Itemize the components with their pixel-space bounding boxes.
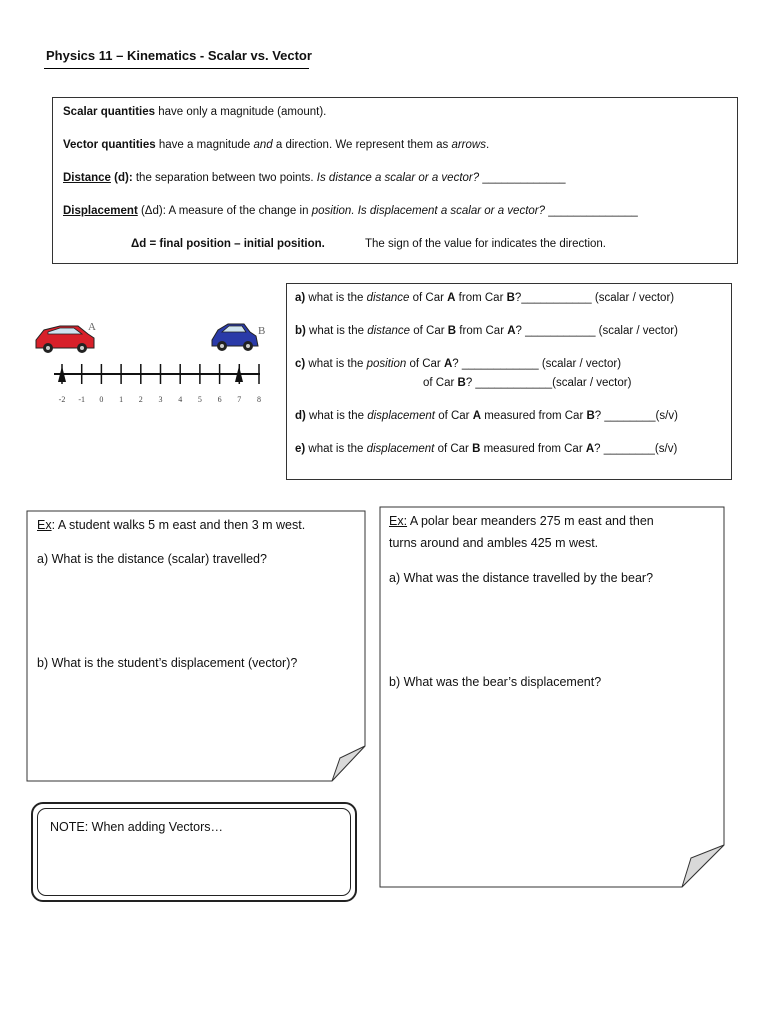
number-line-figure xyxy=(30,310,270,410)
distance-definition xyxy=(63,172,565,184)
vector-term: Vector quantities xyxy=(63,139,156,151)
question-e-t3: measured from Car xyxy=(480,443,586,455)
distance-text: the separation between two points. xyxy=(132,172,317,184)
question-c2-c1: B xyxy=(457,377,466,389)
question-d-t1: what is the xyxy=(305,410,368,422)
distance-question: Is distance a scalar or a vector? xyxy=(316,172,480,184)
vector-text-2: a direction. We represent them as xyxy=(272,139,452,151)
question-d xyxy=(295,410,678,422)
question-b-t2: of Car xyxy=(410,325,448,337)
question-d-t2: of Car xyxy=(435,410,473,422)
axis-tick-labels xyxy=(59,395,261,404)
example2-question-a: a) What was the distance travelled by the bear? xyxy=(389,571,654,585)
distance-blank: _____________ xyxy=(479,172,566,184)
vector-and: and xyxy=(253,139,273,151)
displacement-question: Is displacement a scalar or a vector? xyxy=(354,205,546,217)
vector-end: . xyxy=(485,139,490,151)
axis-tick-label: 7 xyxy=(237,395,242,404)
question-b-t4: ? ___________ (scalar / vector) xyxy=(515,325,678,337)
example2-card xyxy=(379,506,725,888)
displacement-position: position. xyxy=(311,205,355,217)
car-a-label: A xyxy=(88,321,96,333)
question-c2-t2: ? ____________(scalar / vector) xyxy=(465,377,632,389)
question-e-t2: of Car xyxy=(434,443,473,455)
formula-note: The sign of the value for indicates the direction. xyxy=(365,238,607,250)
example2-problem-line1 xyxy=(389,514,654,528)
question-b-c2: A xyxy=(507,325,516,337)
question-b-t1: what is the xyxy=(305,325,368,337)
question-c xyxy=(295,358,621,370)
question-d-letter: d) xyxy=(295,410,306,422)
question-c-part2 xyxy=(423,377,631,389)
formula: Δd = final position – initial position. xyxy=(131,238,325,250)
question-c-t2: of Car xyxy=(406,358,444,370)
axis-tick-label: 2 xyxy=(138,395,143,404)
axis-tick-label: 6 xyxy=(217,395,222,404)
axis-tick-label: 4 xyxy=(178,395,183,404)
scalar-term: Scalar quantities xyxy=(63,106,156,118)
displacement-term: Displacement xyxy=(63,205,138,217)
question-b-c1: B xyxy=(447,325,457,337)
question-a-em: distance xyxy=(366,292,410,304)
page-title: Physics 11 – Kinematics - Scalar vs. Vector xyxy=(46,48,312,63)
car-a-icon xyxy=(36,326,94,353)
example1-ex: Ex xyxy=(37,518,52,532)
axis-tick-label: 1 xyxy=(119,395,124,404)
question-d-t3: measured from Car xyxy=(481,410,587,422)
displacement-definition xyxy=(63,205,638,217)
question-c-c1: A xyxy=(443,358,453,370)
distance-term: Distance xyxy=(63,172,111,184)
question-a-t3: from Car xyxy=(455,292,507,304)
question-a-t2: of Car xyxy=(409,292,448,304)
question-e-c1: B xyxy=(472,443,481,455)
axis-tick-label: 3 xyxy=(158,395,163,404)
example2-question-b: b) What was the bear’s displacement? xyxy=(389,675,602,689)
scalar-definition xyxy=(63,106,326,118)
definitions-box xyxy=(52,97,738,264)
question-e xyxy=(295,443,677,455)
vector-arrows: arrows xyxy=(451,139,486,151)
question-e-t4: ? ________(s/v) xyxy=(594,443,678,455)
question-e-t1: what is the xyxy=(305,443,367,455)
question-d-em: displacement xyxy=(367,410,435,422)
axis-tick-label: -1 xyxy=(78,395,86,404)
questions-box xyxy=(286,283,732,480)
vector-text-1: have a magnitude xyxy=(155,139,254,151)
question-a-t4: ?___________ (scalar / vector) xyxy=(514,292,675,304)
example1-question-a: a) What is the distance (scalar) travelled? xyxy=(37,552,267,566)
axis-tick-label: 5 xyxy=(197,395,202,404)
question-a xyxy=(295,292,674,304)
question-d-t4: ? ________(s/v) xyxy=(594,410,678,422)
example2-line1: A polar bear meanders 275 m east and then xyxy=(407,514,654,528)
example1-line1: : A student walks 5 m east and then 3 m west. xyxy=(51,518,306,532)
question-b-t3: from Car xyxy=(456,325,508,337)
question-b-em: distance xyxy=(367,325,411,337)
question-a-c2: B xyxy=(506,292,515,304)
question-b xyxy=(295,325,678,337)
question-c-t1: what is the xyxy=(305,358,367,370)
question-a-c1: A xyxy=(447,292,456,304)
example2-problem-line2: turns around and ambles 425 m west. xyxy=(389,536,599,550)
example1-question-b: b) What is the student’s displacement (vector)? xyxy=(37,656,298,670)
car-b-icon xyxy=(212,324,258,351)
question-a-letter: a) xyxy=(295,292,306,304)
note-box xyxy=(31,802,357,902)
question-c-letter: c) xyxy=(295,358,306,370)
question-e-c2: A xyxy=(585,443,595,455)
axis-tick-label: 8 xyxy=(257,395,261,404)
question-e-letter: e) xyxy=(295,443,306,455)
question-c-em: position xyxy=(366,358,407,370)
question-c2-t1: of Car xyxy=(423,377,458,389)
question-b-letter: b) xyxy=(295,325,306,337)
vector-definition xyxy=(63,139,489,151)
distance-symbol: (d): xyxy=(110,172,133,184)
displacement-symbol: (Δd): A measure of the change in xyxy=(137,205,312,217)
question-c-t3: ? ____________ (scalar / vector) xyxy=(452,358,622,370)
formula-line xyxy=(131,238,325,250)
question-d-c2: B xyxy=(586,410,595,422)
example2-ex: Ex: xyxy=(389,514,408,528)
note-text: NOTE: When adding Vectors… xyxy=(50,820,223,834)
example1-problem xyxy=(37,518,305,532)
axis-tick-label: 0 xyxy=(99,395,104,404)
car-b-label: B xyxy=(258,325,266,337)
question-d-c1: A xyxy=(472,410,482,422)
question-e-em: displacement xyxy=(366,443,435,455)
example1-card xyxy=(26,510,366,782)
title-underline xyxy=(44,68,309,69)
scalar-text: have only a magnitude (amount). xyxy=(155,106,327,118)
axis-tick-label: -2 xyxy=(58,395,66,404)
question-a-t1: what is the xyxy=(305,292,367,304)
displacement-blank: ______________ xyxy=(545,205,638,217)
